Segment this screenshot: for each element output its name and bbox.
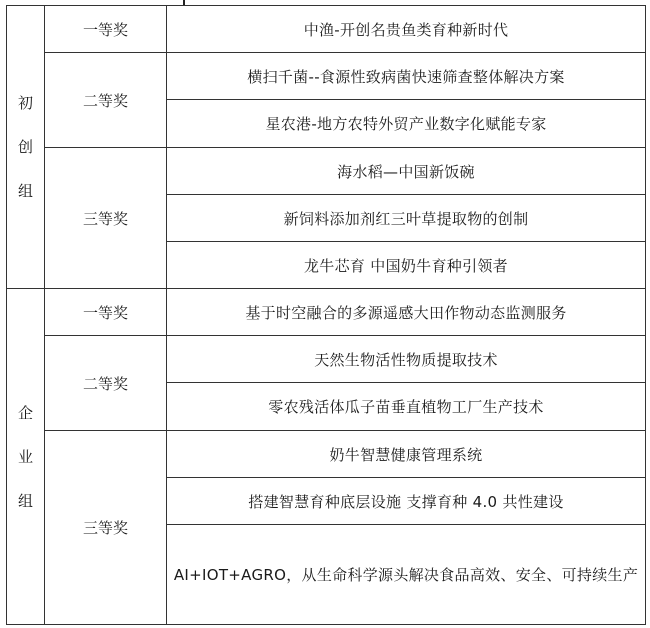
group-enterprise-cell xyxy=(7,289,45,625)
award-level-cell xyxy=(45,148,167,289)
award-level-cell xyxy=(45,53,167,148)
project-cell xyxy=(167,336,646,383)
project-cell xyxy=(167,53,646,100)
project-cell xyxy=(167,478,646,525)
project-cell xyxy=(167,195,646,242)
award-level: 三等奖 xyxy=(82,519,128,537)
award-level-cell xyxy=(45,289,167,336)
project-cell xyxy=(167,148,646,195)
award-level: 一等奖 xyxy=(82,303,128,322)
award-level: 二等奖 xyxy=(82,374,128,393)
project-cell xyxy=(167,100,646,148)
project-name: 星农港-地方农特外贸产业数字化赋能专家 xyxy=(265,115,547,133)
group-startup-cell xyxy=(7,6,45,289)
project-name: 中渔-开创名贵鱼类育种新时代 xyxy=(303,20,509,39)
awards-table xyxy=(6,5,646,625)
project-cell xyxy=(167,6,646,53)
project-cell xyxy=(167,431,646,478)
project-cell xyxy=(167,383,646,431)
project-name: AI+IOT+AGRO，从生命科学源头解决食品高效、安全、可持续生产 xyxy=(173,565,639,584)
group-name: 企业组 xyxy=(18,403,34,510)
award-level: 三等奖 xyxy=(82,209,128,228)
award-level-cell xyxy=(45,6,167,53)
project-name: 海水稻—中国新饭碗 xyxy=(337,162,475,181)
project-name: 天然生物活性物质提取技术 xyxy=(314,350,498,369)
project-name: 龙牛芯育 中国奶牛育种引领者 xyxy=(304,256,508,275)
award-level: 一等奖 xyxy=(82,20,128,39)
group-name: 初创组 xyxy=(18,94,34,200)
project-name: 搭建智慧育种底层设施 支撑育种 4.0 共性建设 xyxy=(248,492,564,511)
award-level-cell xyxy=(45,336,167,431)
project-cell xyxy=(167,242,646,289)
project-name: 奶牛智慧健康管理系统 xyxy=(329,445,483,464)
project-name: 零农残活体瓜子苗垂直植物工厂生产技术 xyxy=(268,398,544,416)
award-level-cell xyxy=(45,431,167,625)
project-cell xyxy=(167,525,646,625)
award-level: 二等奖 xyxy=(82,91,128,110)
project-name: 基于时空融合的多源遥感大田作物动态监测服务 xyxy=(245,303,567,322)
project-cell xyxy=(167,289,646,336)
project-name: 横扫千菌--食源性致病菌快速筛查整体解决方案 xyxy=(247,67,565,86)
project-name: 新饲料添加剂红三叶草提取物的创制 xyxy=(283,209,529,228)
